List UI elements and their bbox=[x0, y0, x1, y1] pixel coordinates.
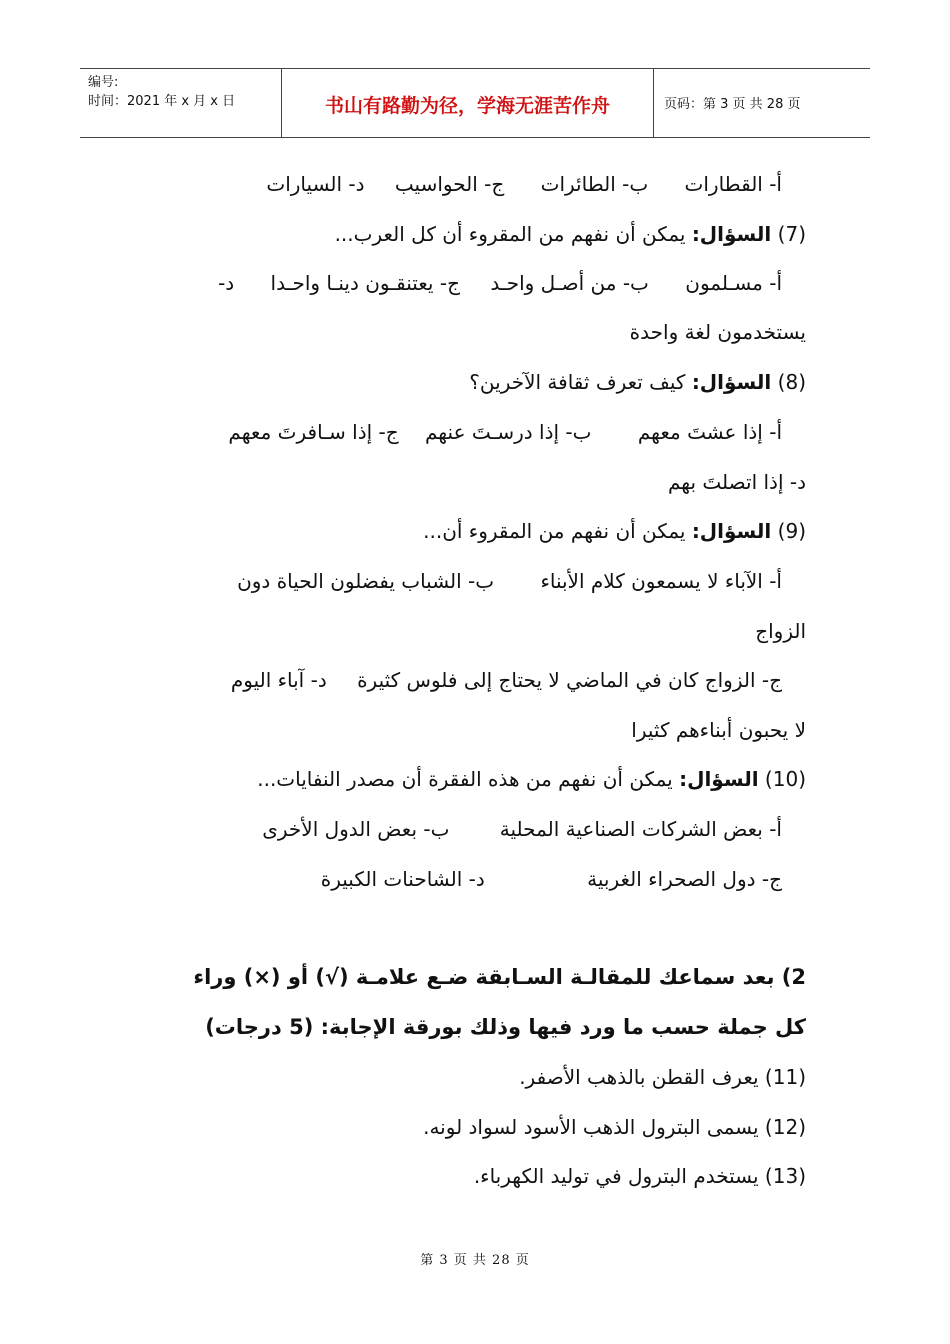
motto: 书山有路勤为径，学海无涯苦作舟 bbox=[324, 95, 610, 117]
q9-option-b: ب- الشباب يفضلون الحياة دون bbox=[237, 569, 495, 593]
q9-options-line1 bbox=[237, 569, 782, 593]
q7-label: السؤال: bbox=[691, 222, 772, 246]
q7-option-d: د- bbox=[218, 271, 235, 295]
q7-text: يمكن أن نفهم من المقروء أن كل العرب... bbox=[334, 222, 686, 246]
q9-option-c: ج- الزواج كان في الماضي لا يحتاج إلى فلوس كثيرة bbox=[357, 668, 782, 692]
q9-option-a: أ- الآباء لا يسمعون كلام الأبناء bbox=[540, 569, 782, 593]
q9-number: (9) bbox=[777, 519, 806, 543]
question-9 bbox=[423, 519, 806, 543]
section-2-line2: كل جملة حسب ما ورد فيها وذلك بورقة الإجابة: (5 درجات) bbox=[205, 1015, 806, 1039]
statement-12 bbox=[423, 1115, 806, 1139]
q10-option-c: ج- دول الصحراء الغربية bbox=[587, 867, 782, 891]
q10-text: يمكن أن نفهم من هذه الفقرة أن مصدر النفايات... bbox=[257, 767, 673, 791]
q10-option-b: ب- بعض الدول الأخرى bbox=[262, 817, 450, 841]
q9-option-d-cont: لا يحبون أبناءهم كثيرا bbox=[631, 718, 806, 742]
question-7 bbox=[335, 222, 806, 246]
q10-option-d: د- الشاحنات الكبيرة bbox=[320, 867, 485, 891]
q8-option-d: د- إذا اتصلتَ بهم bbox=[667, 470, 806, 494]
q6-option-a: أ- القطارات bbox=[684, 172, 782, 196]
q8-text: كيف تعرف ثقافة الآخرين؟ bbox=[469, 370, 686, 394]
q8-label: السؤال: bbox=[691, 370, 772, 394]
statement-text: يعرف القطن بالذهب الأصفر. bbox=[519, 1065, 759, 1089]
q8-options bbox=[228, 420, 782, 444]
q9-text: يمكن أن نفهم من المقروء أن... bbox=[423, 519, 686, 543]
page-footer: 第 3 页 共 28 页 bbox=[420, 1253, 530, 1268]
q8-option-a: أ- إذا عشتَ معهم bbox=[637, 420, 782, 444]
header-motto-cell bbox=[282, 69, 654, 137]
q9-option-b-cont: الزواج bbox=[755, 619, 806, 643]
q6-option-c: ج- الحواسيب bbox=[394, 172, 505, 196]
q9-label: السؤال: bbox=[691, 519, 772, 543]
page-header bbox=[80, 68, 870, 138]
section-2-line1: 2) بعد سماعك للمقالـة السـابقة ضـع علامـة (√) أو (×) وراء bbox=[193, 965, 806, 989]
number-label: 编号: bbox=[88, 75, 119, 90]
statement-number: (13) bbox=[764, 1164, 806, 1188]
q7-option-d-cont: يستخدمون لغة واحدة bbox=[629, 320, 806, 344]
q7-option-b: ب- من أصـل واحـد bbox=[490, 271, 649, 295]
q6-options bbox=[266, 172, 782, 196]
q6-option-d: د- السيارات bbox=[266, 172, 365, 196]
q9-option-d: د- آباء اليوم bbox=[230, 668, 327, 692]
statement-number: (11) bbox=[764, 1065, 806, 1089]
q10-label: السؤال: bbox=[679, 767, 759, 791]
q8-number: (8) bbox=[777, 370, 806, 394]
statement-13 bbox=[474, 1164, 806, 1188]
q6-option-b: ب- الطائرات bbox=[540, 172, 649, 196]
statement-text: يسمى البترول الذهب الأسود لسواد لونه. bbox=[423, 1115, 759, 1139]
q7-number: (7) bbox=[777, 222, 806, 246]
time-label: 时间：2021 年 x 月 x 日 bbox=[88, 94, 236, 109]
question-10 bbox=[257, 767, 806, 791]
q9-options-line2 bbox=[231, 668, 782, 692]
q7-options bbox=[218, 271, 782, 295]
question-8 bbox=[469, 370, 806, 394]
q8-option-c: ج- إذا سـافرتَ معهم bbox=[228, 420, 399, 444]
q10-option-a: أ- بعض الشركات الصناعية المحلية bbox=[499, 817, 782, 841]
q7-option-a: أ- مسـلمون bbox=[685, 271, 782, 295]
header-meta bbox=[80, 69, 282, 137]
q10-options-line1 bbox=[262, 817, 782, 841]
statement-number: (12) bbox=[764, 1115, 806, 1139]
q7-option-c: ج- يعتنقـون دينـا واحـدا bbox=[270, 271, 460, 295]
q8-option-b: ب- إذا درسـتَ عنهم bbox=[425, 420, 592, 444]
page-info: 页码：第 3 页 共 28 页 bbox=[664, 97, 801, 112]
q10-options-line2 bbox=[321, 867, 782, 891]
q10-number: (10) bbox=[764, 767, 806, 791]
statement-11 bbox=[519, 1065, 806, 1089]
statement-text: يستخدم البترول في توليد الكهرباء. bbox=[473, 1164, 759, 1188]
